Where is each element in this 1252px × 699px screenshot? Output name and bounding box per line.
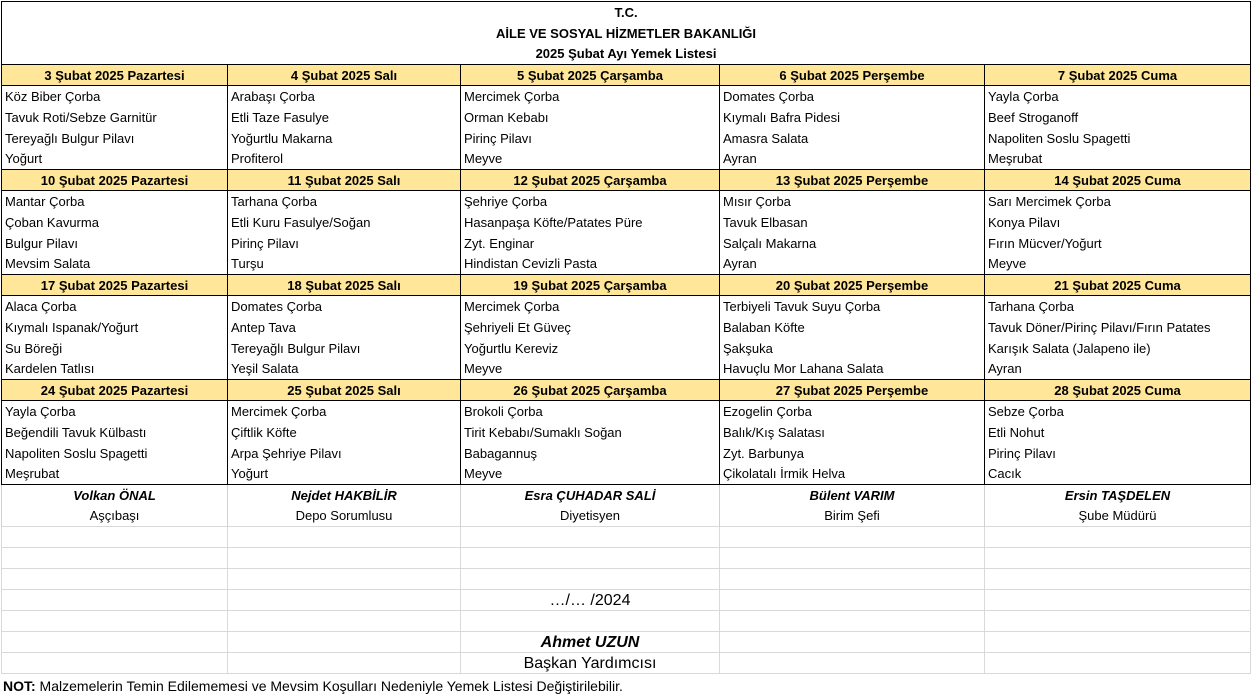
footer-note: [3, 678, 623, 694]
empty-cell: [985, 548, 1251, 569]
menu-item: Ayran: [720, 149, 985, 170]
menu-item: Balık/Kış Salatası: [720, 422, 985, 443]
menu-item: Kardelen Tatlısı: [2, 359, 228, 380]
menu-item: Bulgur Pilavı: [2, 233, 228, 254]
menu-row: [2, 254, 1251, 275]
menu-item: Yoğurtlu Kereviz: [461, 338, 720, 359]
menu-item: Tarhana Çorba: [228, 191, 461, 212]
menu-item: Çikolatalı İrmik Helva: [720, 464, 985, 485]
empty-cell: [985, 569, 1251, 590]
empty-cell: [2, 611, 228, 632]
day-header: 7 Şubat 2025 Cuma: [985, 65, 1251, 86]
day-header: 18 Şubat 2025 Salı: [228, 275, 461, 296]
menu-row: [2, 317, 1251, 338]
menu-item: Tereyağlı Bulgur Pilavı: [2, 128, 228, 149]
empty-cell: [720, 527, 985, 548]
menu-item: Tereyağlı Bulgur Pilavı: [228, 338, 461, 359]
signatory-name: Esra ÇUHADAR SALİ: [461, 485, 720, 506]
signatory-role: Diyetisyen: [461, 506, 720, 527]
menu-item: Profiterol: [228, 149, 461, 170]
menu-item: Arabaşı Çorba: [228, 86, 461, 107]
menu-item: Yoğurtlu Makarna: [228, 128, 461, 149]
empty-cell: [228, 569, 461, 590]
signature-role-row: [2, 506, 1251, 527]
menu-row: [2, 422, 1251, 443]
empty-cell: [2, 548, 228, 569]
empty-cell: [985, 611, 1251, 632]
day-header: 11 Şubat 2025 Salı: [228, 170, 461, 191]
day-header: 12 Şubat 2025 Çarşamba: [461, 170, 720, 191]
menu-item: Hasanpaşa Köfte/Patates Püre: [461, 212, 720, 233]
approver-role: Başkan Yardımcısı: [461, 653, 720, 674]
menu-item: Havuçlu Mor Lahana Salata: [720, 359, 985, 380]
empty-cell: [461, 569, 720, 590]
day-header: 19 Şubat 2025 Çarşamba: [461, 275, 720, 296]
spacer-row: [2, 632, 1251, 653]
day-header: 20 Şubat 2025 Perşembe: [720, 275, 985, 296]
menu-row: [2, 464, 1251, 485]
menu-item: Etli Nohut: [985, 422, 1251, 443]
menu-item: Tavuk Döner/Pirinç Pilavı/Fırın Patates: [985, 317, 1251, 338]
day-header: 3 Şubat 2025 Pazartesi: [2, 65, 228, 86]
empty-cell: [2, 590, 228, 611]
menu-item: Pirinç Pilavı: [985, 443, 1251, 464]
empty-cell: [720, 653, 985, 674]
menu-item: Etli Kuru Fasulye/Soğan: [228, 212, 461, 233]
menu-item: Amasra Salata: [720, 128, 985, 149]
menu-item: Şakşuka: [720, 338, 985, 359]
signature-name-row: [2, 485, 1251, 506]
empty-cell: [720, 590, 985, 611]
day-header: 24 Şubat 2025 Pazartesi: [2, 380, 228, 401]
menu-item: Antep Tava: [228, 317, 461, 338]
empty-cell: [985, 632, 1251, 653]
menu-row: [2, 212, 1251, 233]
menu-item: Sarı Mercimek Çorba: [985, 191, 1251, 212]
menu-row: [2, 296, 1251, 317]
menu-row: [2, 107, 1251, 128]
day-header: 26 Şubat 2025 Çarşamba: [461, 380, 720, 401]
day-header-row: [2, 275, 1251, 296]
menu-item: Şehriye Çorba: [461, 191, 720, 212]
menu-item: Çiftlik Köfte: [228, 422, 461, 443]
menu-row: [2, 443, 1251, 464]
approval-date: …/… /2024: [461, 590, 720, 611]
empty-cell: [720, 569, 985, 590]
menu-item: Alaca Çorba: [2, 296, 228, 317]
menu-item: Karışık Salata (Jalapeno ile): [985, 338, 1251, 359]
empty-cell: [228, 590, 461, 611]
menu-item: Zyt. Enginar: [461, 233, 720, 254]
menu-item: Terbiyeli Tavuk Suyu Çorba: [720, 296, 985, 317]
empty-cell: [985, 653, 1251, 674]
menu-item: Tirit Kebabı/Sumaklı Soğan: [461, 422, 720, 443]
menu-item: Cacık: [985, 464, 1251, 485]
menu-item: Zyt. Barbunya: [720, 443, 985, 464]
page-title: 2025 Şubat Ayı Yemek Listesi: [2, 44, 1251, 65]
day-header: 27 Şubat 2025 Perşembe: [720, 380, 985, 401]
menu-item: Tarhana Çorba: [985, 296, 1251, 317]
header-ministry: AİLE VE SOSYAL HİZMETLER BAKANLIĞI: [2, 23, 1251, 44]
menu-item: Mercimek Çorba: [461, 296, 720, 317]
menu-item: Mantar Çorba: [2, 191, 228, 212]
signatory-name: Nejdet HAKBİLİR: [228, 485, 461, 506]
menu-item: Yoğurt: [228, 464, 461, 485]
day-header: 13 Şubat 2025 Perşembe: [720, 170, 985, 191]
menu-row: [2, 233, 1251, 254]
menu-item: Napoliten Soslu Spagetti: [2, 443, 228, 464]
header-row-3: [2, 44, 1251, 65]
menu-item: Kıymalı Bafra Pidesi: [720, 107, 985, 128]
menu-item: Ayran: [985, 359, 1251, 380]
menu-row: [2, 359, 1251, 380]
menu-item: Tavuk Elbasan: [720, 212, 985, 233]
menu-item: Yeşil Salata: [228, 359, 461, 380]
menu-item: Tavuk Roti/Sebze Garnitür: [2, 107, 228, 128]
menu-item: Sebze Çorba: [985, 401, 1251, 422]
spacer-row: [2, 548, 1251, 569]
spacer-row: [2, 590, 1251, 611]
menu-item: Balaban Köfte: [720, 317, 985, 338]
menu-item: Fırın Mücver/Yoğurt: [985, 233, 1251, 254]
menu-item: Yayla Çorba: [985, 86, 1251, 107]
menu-row: [2, 191, 1251, 212]
menu-item: Mevsim Salata: [2, 254, 228, 275]
menu-item: Beef Stroganoff: [985, 107, 1251, 128]
signatory-role: Birim Şefi: [720, 506, 985, 527]
day-header-row: [2, 65, 1251, 86]
menu-item: Şehriyeli Et Güveç: [461, 317, 720, 338]
signatory-name: Volkan ÖNAL: [2, 485, 228, 506]
menu-item: Domates Çorba: [228, 296, 461, 317]
menu-item: Mercimek Çorba: [461, 86, 720, 107]
menu-item: Meyve: [461, 464, 720, 485]
menu-item: Meyve: [461, 149, 720, 170]
spacer-row: [2, 653, 1251, 674]
menu-item: Ayran: [720, 254, 985, 275]
menu-item: Meyve: [985, 254, 1251, 275]
empty-cell: [461, 548, 720, 569]
menu-item: Meşrubat: [2, 464, 228, 485]
day-header: 28 Şubat 2025 Cuma: [985, 380, 1251, 401]
note-label: NOT:: [3, 678, 36, 694]
empty-cell: [720, 611, 985, 632]
menu-item: Yayla Çorba: [2, 401, 228, 422]
day-header: 14 Şubat 2025 Cuma: [985, 170, 1251, 191]
empty-cell: [2, 527, 228, 548]
menu-item: Babagannuş: [461, 443, 720, 464]
menu-item: Orman Kebabı: [461, 107, 720, 128]
day-header: 10 Şubat 2025 Pazartesi: [2, 170, 228, 191]
menu-item: Yoğurt: [2, 149, 228, 170]
empty-cell: [461, 611, 720, 632]
empty-cell: [228, 527, 461, 548]
day-header-row: [2, 380, 1251, 401]
spacer-row: [2, 569, 1251, 590]
menu-item: Meyve: [461, 359, 720, 380]
menu-item: Pirinç Pilavı: [461, 128, 720, 149]
empty-cell: [720, 548, 985, 569]
menu-row: [2, 86, 1251, 107]
menu-item: Kıymalı Ispanak/Yoğurt: [2, 317, 228, 338]
empty-cell: [228, 548, 461, 569]
menu-item: Napoliten Soslu Spagetti: [985, 128, 1251, 149]
empty-cell: [228, 653, 461, 674]
menu-row: [2, 338, 1251, 359]
menu-item: Köz Biber Çorba: [2, 86, 228, 107]
approver-name: Ahmet UZUN: [461, 632, 720, 653]
day-header: 25 Şubat 2025 Salı: [228, 380, 461, 401]
menu-item: Mercimek Çorba: [228, 401, 461, 422]
day-header: 17 Şubat 2025 Pazartesi: [2, 275, 228, 296]
spacer-row: [2, 527, 1251, 548]
menu-item: Su Böreği: [2, 338, 228, 359]
day-header: 4 Şubat 2025 Salı: [228, 65, 461, 86]
menu-item: Turşu: [228, 254, 461, 275]
signatory-name: Ersin TAŞDELEN: [985, 485, 1251, 506]
menu-item: Etli Taze Fasulye: [228, 107, 461, 128]
empty-cell: [2, 632, 228, 653]
empty-cell: [2, 569, 228, 590]
empty-cell: [2, 653, 228, 674]
menu-item: Salçalı Makarna: [720, 233, 985, 254]
signatory-role: Depo Sorumlusu: [228, 506, 461, 527]
menu-item: Konya Pilavı: [985, 212, 1251, 233]
note-text: Malzemelerin Temin Edilememesi ve Mevsim Koşulları Nedeniyle Yemek Listesi Değiştirilebilir.: [35, 678, 623, 694]
menu-row: [2, 128, 1251, 149]
menu-item: Brokoli Çorba: [461, 401, 720, 422]
spacer-row: [2, 611, 1251, 632]
header-tc: T.C.: [2, 2, 1251, 23]
header-row-1: [2, 2, 1251, 23]
signatory-name: Bülent VARIM: [720, 485, 985, 506]
empty-cell: [985, 527, 1251, 548]
signatory-role: Aşçıbaşı: [2, 506, 228, 527]
day-header-row: [2, 170, 1251, 191]
empty-cell: [228, 611, 461, 632]
empty-cell: [228, 632, 461, 653]
menu-item: Hindistan Cevizli Pasta: [461, 254, 720, 275]
menu-item: Arpa Şehriye Pilavı: [228, 443, 461, 464]
empty-cell: [720, 632, 985, 653]
empty-cell: [461, 527, 720, 548]
menu-item: Mısır Çorba: [720, 191, 985, 212]
menu-item: Çoban Kavurma: [2, 212, 228, 233]
menu-item: Beğendili Tavuk Külbastı: [2, 422, 228, 443]
menu-row: [2, 149, 1251, 170]
day-header: 6 Şubat 2025 Perşembe: [720, 65, 985, 86]
signatory-role: Şube Müdürü: [985, 506, 1251, 527]
day-header: 21 Şubat 2025 Cuma: [985, 275, 1251, 296]
menu-item: Ezogelin Çorba: [720, 401, 985, 422]
menu-item: Domates Çorba: [720, 86, 985, 107]
menu-table: [1, 1, 1251, 674]
empty-cell: [985, 590, 1251, 611]
day-header: 5 Şubat 2025 Çarşamba: [461, 65, 720, 86]
header-row-2: [2, 23, 1251, 44]
menu-item: Pirinç Pilavı: [228, 233, 461, 254]
menu-item: Meşrubat: [985, 149, 1251, 170]
menu-row: [2, 401, 1251, 422]
